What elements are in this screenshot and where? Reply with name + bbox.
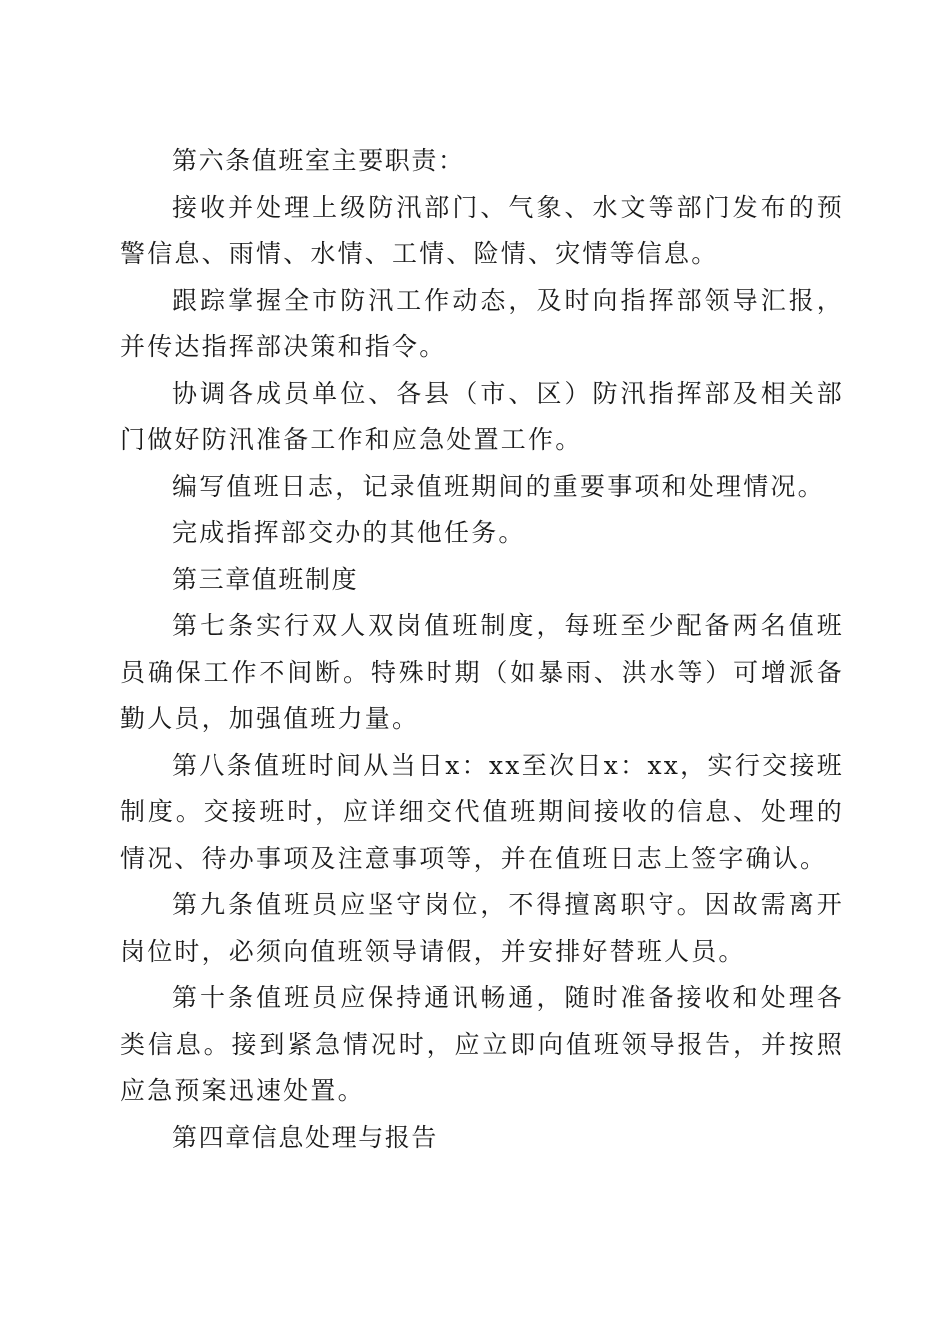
article-9: 第九条值班员应坚守岗位，不得擅离职守。因故需离开岗位时，必须向值班领导请假，并安排好替班人员。	[120, 890, 844, 966]
duty-other-tasks: 完成指挥部交办的其他任务。	[172, 518, 526, 547]
article-7: 第七条实行双人双岗值班制度，每班至少配备两名值班员确保工作不间断。特殊时期（如暴雨、洪水等）可增派备勤人员，加强值班力量。	[120, 611, 844, 733]
article-6-heading: 第六条值班室主要职责：	[172, 146, 465, 175]
duty-coordinate-units: 协调各成员单位、各县（市、区）防汛指挥部及相关部门做好防汛准备工作和应急处置工作。	[120, 378, 844, 454]
chapter-4-heading: 第四章信息处理与报告	[172, 1122, 439, 1152]
article-8: 第八条值班时间从当日x：xx至次日x：xx，实行交接班制度。交接班时，应详细交代值班期间接收的信息、处理的情况、待办事项及注意事项等，并在值班日志上签字确认。	[120, 750, 844, 873]
chapter-3-heading: 第三章值班制度	[172, 564, 359, 594]
article-10: 第十条值班员应保持通讯畅通，随时准备接收和处理各类信息。接到紧急情况时，应立即向值班领导报告，并按照应急预案迅速处置。	[120, 983, 844, 1105]
duty-write-log: 编写值班日志，记录值班期间的重要事项和处理情况。	[172, 471, 825, 501]
document-page	[120, 138, 844, 1161]
duty-receive-warnings: 接收并处理上级防汛部门、气象、水文等部门发布的预警信息、雨情、水情、工情、险情、灾情等信息。	[120, 192, 844, 268]
duty-track-dynamics: 跟踪掌握全市防汛工作动态，及时向指挥部领导汇报，并传达指挥部决策和指令。	[120, 285, 844, 361]
